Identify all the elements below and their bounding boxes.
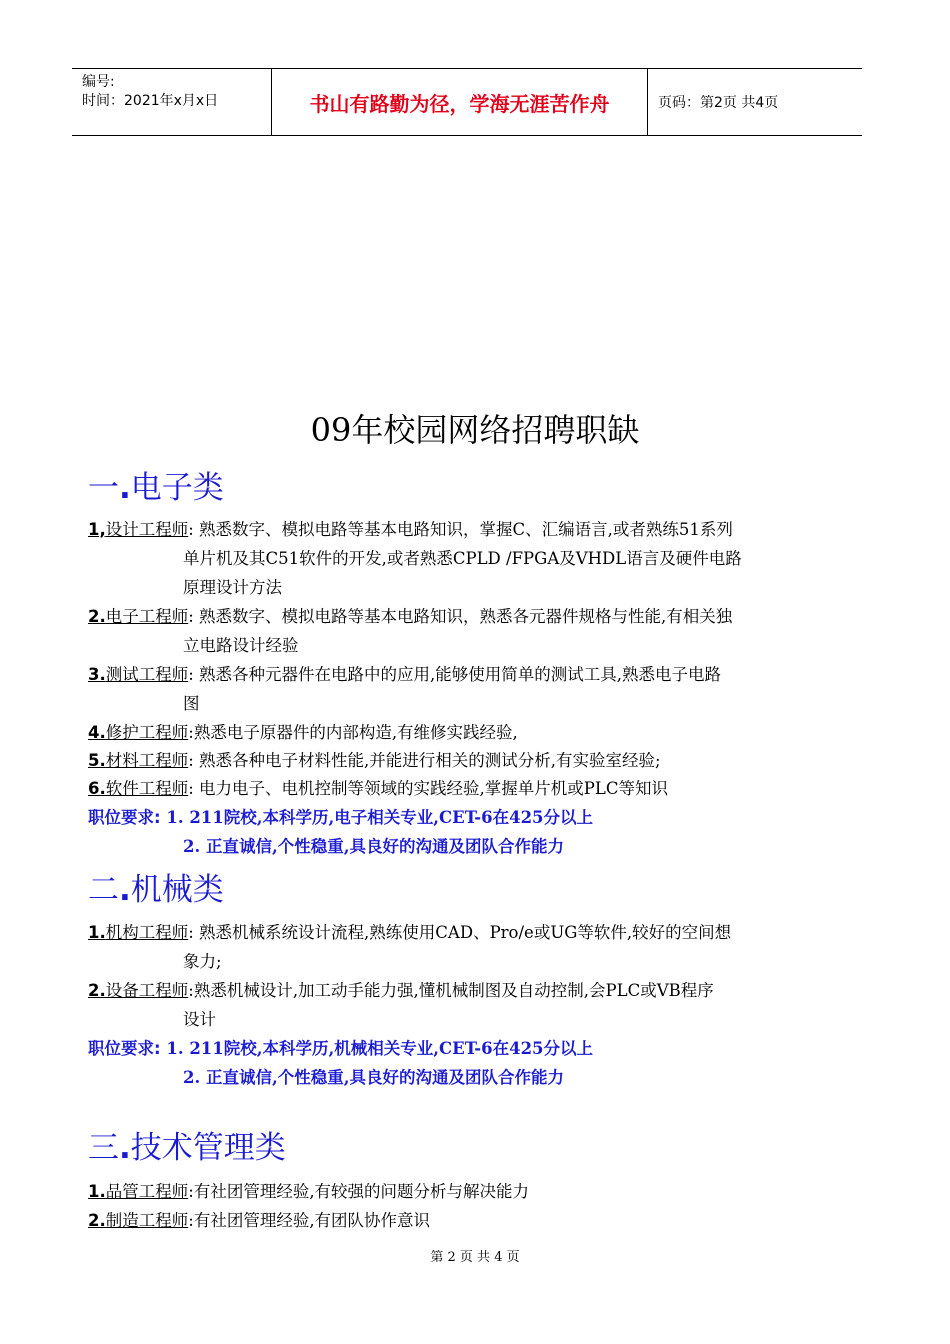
job-title: 电子工程师 (105, 607, 189, 626)
requirements (88, 803, 593, 832)
job-desc: 有社团管理经验,有较强的问题分析与解决能力 (193, 1182, 530, 1201)
job-item: 1.品管工程师:有社团管理经验,有较强的问题分析与解决能力 (88, 1182, 530, 1201)
section-heading-electronics: 一.电子类 (88, 470, 224, 506)
document-title: 09年校园网络招聘职缺 (310, 411, 640, 449)
job-title: 制造工程师 (105, 1211, 189, 1230)
section-name: 技术管理类 (130, 1130, 286, 1166)
requirements-label: 职位要求: (88, 808, 161, 827)
job-desc: 熟悉机械系统设计流程,熟练使用CAD、Pro/e或UG等软件,较好的空间想 (193, 923, 732, 942)
job-item: 2.设备工程师:熟悉机械设计,加工动手能力强,懂机械制图及自动控制,会PLC或VB程序 设计 (88, 981, 714, 1029)
section-number: 二 (88, 872, 119, 908)
job-title: 设计工程师 (105, 520, 189, 539)
job-desc: 熟悉数字、模拟电路等基本电路知识，掌握C、汇编语言,或者熟练51系列 (193, 520, 733, 539)
job-item: 5.材料工程师: 熟悉各种电子材料性能,并能进行相关的测试分析,有实验室经验; (88, 751, 661, 770)
job-item: 1,设计工程师: 熟悉数字、模拟电路等基本电路知识，掌握C、汇编语言,或者熟练51系列 单片机及其C51软件的开发,或者熟悉CPLD /FPGA及VHDL语言及硬件电路 原理设计方法 (88, 520, 742, 597)
section-name: 机械类 (130, 872, 224, 908)
time-label: 时间：2021年x月x日 (82, 93, 219, 109)
job-item: 2.制造工程师:有社团管理经验,有团队协作意识 (88, 1211, 431, 1230)
job-title: 机构工程师 (105, 923, 189, 942)
section-name: 电子类 (130, 470, 224, 506)
page-footer: 第 2 页 共 4 页 (430, 1250, 520, 1265)
header-page-info: 页码：第2页 共4页 (658, 95, 779, 111)
requirement-line: 2. 正直诚信,个性稳重,具良好的沟通及团队合作能力 (183, 837, 564, 856)
section-number: 一 (88, 470, 119, 506)
section-heading-mechanical: 二.机械类 (88, 872, 224, 908)
job-desc: 熟悉数字、模拟电路等基本电路知识，熟悉各元器件规格与性能,有相关独 (193, 607, 733, 626)
job-title: 测试工程师 (105, 665, 189, 684)
requirement-line: 2. 正直诚信,个性稳重,具良好的沟通及团队合作能力 (183, 1068, 564, 1087)
job-desc: 熟悉各种元器件在电路中的应用,能够使用简单的测试工具,熟悉电子电路 (193, 665, 722, 684)
requirements (88, 1034, 593, 1063)
job-title: 设备工程师 (105, 981, 189, 1000)
job-desc: 熟悉各种电子材料性能,并能进行相关的测试分析,有实验室经验; (193, 751, 661, 770)
job-title: 修护工程师 (105, 723, 189, 742)
page-header (72, 68, 862, 136)
header-left (72, 69, 272, 135)
job-item: 6.软件工程师: 电力电子、电机控制等领域的实践经验,掌握单片机或PLC等知识 (88, 779, 668, 798)
job-desc: 熟悉机械设计,加工动手能力强,懂机械制图及自动控制,会PLC或VB程序 (193, 981, 714, 1000)
job-title: 材料工程师 (105, 751, 189, 770)
requirement-line: 1. 211院校,本科学历,电子相关专业,CET-6在425分以上 (166, 808, 594, 827)
job-desc: 熟悉电子原器件的内部构造,有维修实践经验, (193, 723, 518, 742)
job-item: 2.电子工程师: 熟悉数字、模拟电路等基本电路知识，熟悉各元器件规格与性能,有相关独 立电路设计经验 (88, 607, 733, 655)
job-desc: 电力电子、电机控制等领域的实践经验,掌握单片机或PLC等知识 (193, 779, 668, 798)
header-motto: 书山有路勤为径，学海无涯苦作舟 (272, 69, 648, 135)
requirements-label: 职位要求: (88, 1039, 161, 1058)
job-title: 品管工程师 (105, 1182, 189, 1201)
job-desc: 有社团管理经验,有团队协作意识 (193, 1211, 431, 1230)
job-item: 3.测试工程师: 熟悉各种元器件在电路中的应用,能够使用简单的测试工具,熟悉电子电路 图 (88, 665, 722, 713)
job-title: 软件工程师 (105, 779, 189, 798)
number-label: 编号: (82, 74, 115, 90)
job-item: 1.机构工程师: 熟悉机械系统设计流程,熟练使用CAD、Pro/e或UG等软件,较好的空间想 象力; (88, 923, 732, 971)
section-heading-tech-management: 三.技术管理类 (88, 1130, 286, 1166)
section-number: 三 (88, 1130, 119, 1166)
job-item: 4.修护工程师:熟悉电子原器件的内部构造,有维修实践经验, (88, 723, 518, 742)
requirement-line: 1. 211院校,本科学历,机械相关专业,CET-6在425分以上 (166, 1039, 594, 1058)
